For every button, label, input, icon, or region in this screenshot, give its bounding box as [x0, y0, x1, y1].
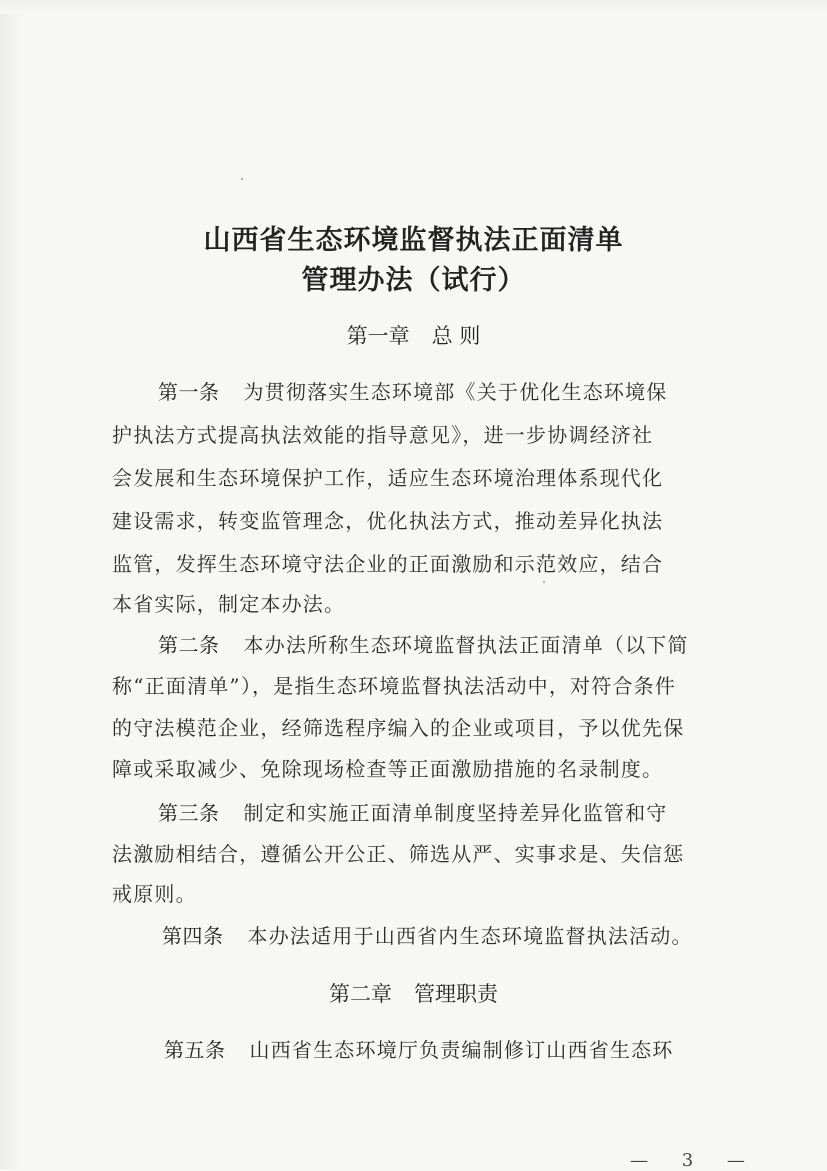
article-4-label: 第四条 — [162, 924, 224, 948]
article-2-line: 称“正面清单”），是指生态环境监督执法活动中，对符合条件 — [112, 674, 677, 698]
article-1-text: 为贯彻落实生态环境部《关于优化生态环境保 — [243, 380, 668, 404]
article-2-line — [158, 625, 718, 665]
document-title-line-2: 管理办法（试行） — [301, 265, 526, 296]
article-2-line: 障或采取减少、免除现场检查等正面激励措施的名录制度。 — [112, 757, 664, 781]
article-1-line: 本省实际，制定本办法。 — [112, 592, 346, 616]
scan-speck — [241, 178, 243, 180]
chapter-2-number: 第二章 — [329, 982, 392, 1006]
article-4-text: 本办法适用于山西省内生态环境监督执法活动。 — [247, 924, 693, 948]
article-3-text: 制定和实施正面清单制度坚持差异化监管和守 — [243, 801, 668, 825]
chapter-1-name: 总 则 — [431, 324, 481, 348]
article-1-label: 第一条 — [158, 380, 220, 404]
article-1-line — [158, 372, 718, 412]
scan-edge-top — [0, 0, 827, 14]
article-2-label: 第二条 — [158, 633, 220, 657]
article-1-line: 建设需求，转变监管理念，优化执法方式，推动差异化执法 — [112, 509, 664, 533]
chapter-1-heading — [0, 320, 827, 350]
article-3-line: 戒原则。 — [112, 882, 197, 906]
article-2-text: 本办法所称生态环境监督执法正面清单（以下简 — [243, 633, 689, 657]
article-3-line — [158, 793, 718, 833]
article-1-line: 护执法方式提高执法效能的指导意见》，进一步协调经济社 — [112, 423, 654, 447]
article-4-line — [162, 916, 722, 956]
chapter-2-name: 管理职责 — [414, 982, 498, 1006]
article-5-label: 第五条 — [164, 1038, 226, 1062]
article-5-line — [164, 1030, 724, 1070]
article-5-text: 山西省生态环境厅负责编制修订山西省生态环 — [249, 1038, 674, 1062]
document-title-line-1: 山西省生态环境监督执法正面清单 — [203, 225, 624, 256]
article-3-line: 法激励相结合，遵循公开公正、筛选从严、实事求是、失信惩 — [112, 842, 685, 866]
article-1-line: 监管，发挥生态环境守法企业的正面激励和示范效应，结合 — [112, 552, 664, 576]
article-3-label: 第三条 — [158, 801, 220, 825]
chapter-1-number: 第一章 — [346, 324, 410, 348]
page-number: — 3 — — [630, 1150, 759, 1171]
article-1-line: 会发展和生态环境保护工作，适应生态环境治理体系现代化 — [112, 466, 664, 490]
article-2-line: 的守法模范企业，经筛选程序编入的企业或项目，予以优先保 — [112, 716, 685, 740]
chapter-2-heading — [0, 978, 827, 1008]
